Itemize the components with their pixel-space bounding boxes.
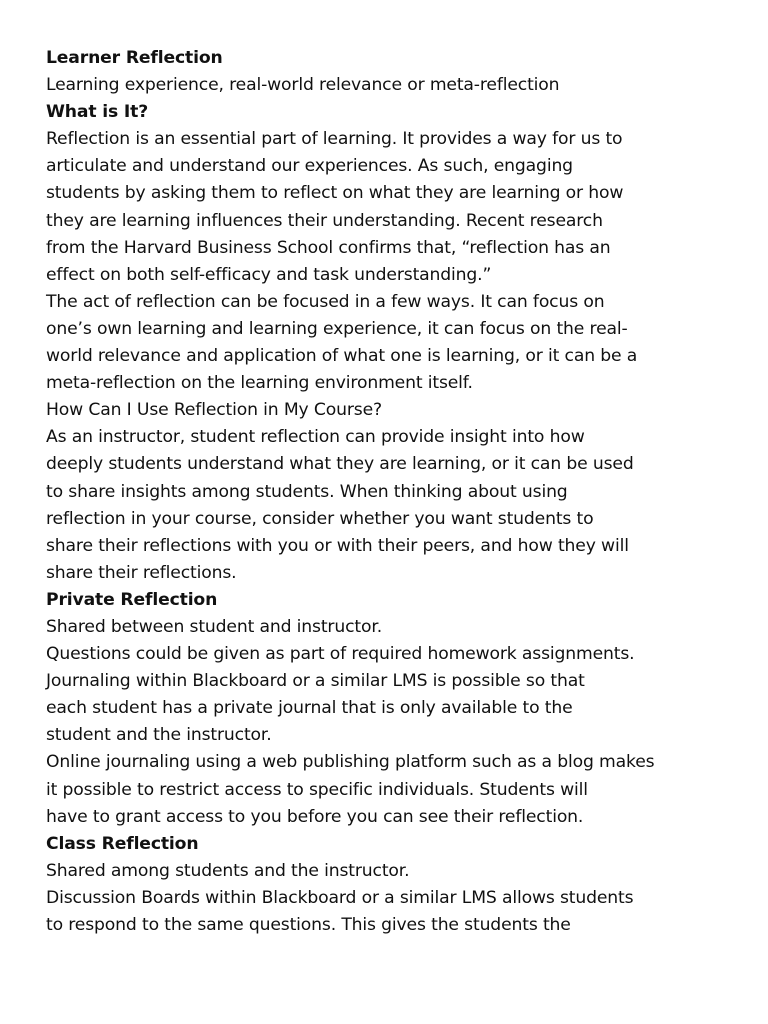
text-line: Discussion Boards within Blackboard or a similar LMS allows students: [46, 887, 634, 908]
section-heading-how-to-use: How Can I Use Reflection in My Course?: [46, 400, 382, 421]
text-line: to respond to the same questions. This gives the students the: [46, 915, 571, 935]
text-line: share their reflections.: [46, 562, 237, 583]
private-reflection-description: Shared between student and instructor.: [46, 616, 383, 637]
document-title: Learner Reflection: [46, 48, 223, 68]
text-line: articulate and understand our experiences. As such, engaging: [46, 156, 573, 177]
paragraph-private-journaling: [46, 668, 736, 749]
text-line: world relevance and application of what one is learning, or it can be a: [46, 346, 638, 367]
text-line: from the Harvard Business School confirms that, “reflection has an: [46, 237, 611, 258]
paragraph-what-is-it-2: [46, 289, 736, 397]
text-line: student and the instructor.: [46, 725, 272, 746]
private-reflection-questions: Questions could be given as part of required homework assignments.: [46, 644, 635, 665]
text-line: it possible to restrict access to specific individuals. Students will: [46, 779, 588, 800]
text-line: have to grant access to you before you can see their reflection.: [46, 806, 584, 827]
text-line: The act of reflection can be focused in a few ways. It can focus on: [46, 291, 605, 312]
section-heading-private-reflection: Private Reflection: [46, 589, 218, 610]
paragraph-how-to-use: [46, 424, 736, 587]
section-heading-what-is-it: What is It?: [46, 102, 149, 123]
paragraph-private-online: [46, 749, 736, 830]
document-subtitle: Learning experience, real-world relevance or meta-reflection: [46, 75, 560, 96]
text-line: one’s own learning and learning experience, it can focus on the real-: [46, 318, 628, 339]
text-line: students by asking them to reflect on what they are learning or how: [46, 183, 624, 204]
text-line: to share insights among students. When thinking about using: [46, 481, 568, 502]
text-line: share their reflections with you or with their peers, and how they will: [46, 535, 629, 556]
document-page: [46, 45, 736, 939]
text-line: Journaling within Blackboard or a similar LMS is possible so that: [46, 671, 585, 692]
text-line: deeply students understand what they are learning, or it can be used: [46, 454, 634, 475]
text-line: they are learning influences their understanding. Recent research: [46, 210, 603, 231]
text-line: meta-reflection on the learning environment itself.: [46, 373, 473, 394]
paragraph-what-is-it-1: [46, 126, 736, 289]
text-line: effect on both self-efficacy and task understanding.”: [46, 264, 492, 285]
text-line: each student has a private journal that is only available to the: [46, 698, 573, 719]
section-heading-class-reflection: Class Reflection: [46, 833, 199, 854]
class-reflection-description: Shared among students and the instructor.: [46, 860, 410, 881]
text-line: reflection in your course, consider whether you want students to: [46, 508, 594, 529]
text-line: As an instructor, student reflection can provide insight into how: [46, 427, 585, 448]
text-line: Reflection is an essential part of learning. It provides a way for us to: [46, 129, 623, 150]
text-line: Online journaling using a web publishing platform such as a blog makes: [46, 752, 655, 773]
paragraph-class-discussion: [46, 885, 736, 939]
